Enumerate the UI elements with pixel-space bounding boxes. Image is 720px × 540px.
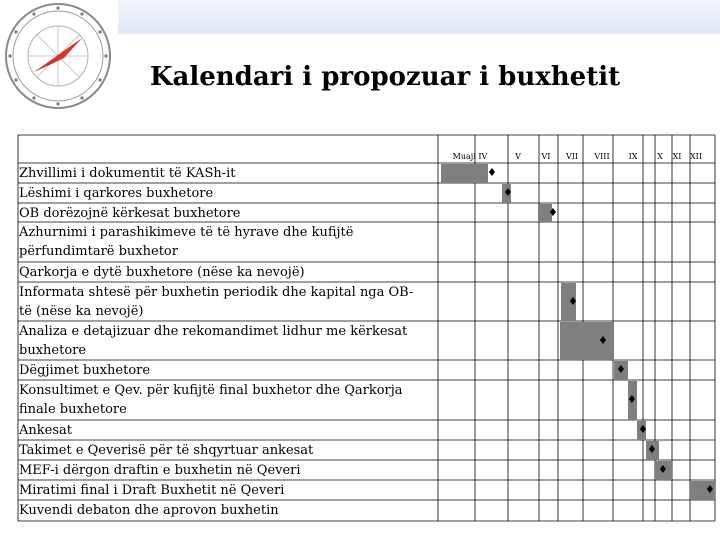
task-label: buxhetore	[19, 343, 87, 358]
task-label: Kuvendi debaton dhe aprovon buxhetin	[19, 503, 279, 518]
task-label: Informata shtesë për buxhetin periodik dhe kapital nga OB-	[19, 285, 414, 300]
task-label: Ankesat	[19, 423, 72, 438]
slide-title: Kalendari i propozuar i buxhetit	[149, 62, 621, 92]
month-header: Muaji IV	[452, 152, 488, 161]
milestone-diamond-icon: ♦	[503, 186, 513, 199]
task-label: të (nëse ka nevojë)	[19, 304, 144, 319]
month-header: VI	[541, 152, 551, 161]
month-header: XI	[672, 152, 682, 161]
month-header: X	[657, 152, 663, 161]
task-label: finale buxhetore	[19, 402, 127, 417]
milestone-diamond-icon: ♦	[487, 166, 497, 179]
task-label: Miratimi final i Draft Buxhetit në Qeveri	[19, 483, 285, 498]
task-label: Dëgjimet buxhetore	[19, 363, 151, 378]
task-label: Takimet e Qeverisë për të shqyrtuar ankesat	[19, 443, 314, 458]
month-header: XII	[689, 152, 702, 161]
task-label: Qarkorja e dytë buxhetore (nëse ka nevojë)	[19, 265, 305, 280]
milestone-diamond-icon: ♦	[658, 463, 668, 476]
month-header: VIII	[594, 152, 610, 161]
milestone-diamond-icon: ♦	[627, 393, 637, 406]
month-header: IX	[628, 152, 638, 161]
task-label: Analiza e detajizuar dhe rekomandimet lidhur me kërkesat	[19, 324, 408, 339]
milestone-diamond-icon: ♦	[616, 363, 626, 376]
task-label: MEF-i dërgon draftin e buxhetin në Qeveri	[19, 463, 301, 478]
task-duration-bar	[441, 164, 488, 183]
milestone-diamond-icon: ♦	[568, 294, 578, 308]
milestone-diamond-icon: ♦	[548, 205, 558, 219]
milestone-diamond-icon: ♦	[598, 333, 608, 347]
task-label: OB dorëzojnë kërkesat buxhetore	[19, 206, 241, 221]
month-header: VII	[565, 152, 579, 161]
milestone-diamond-icon: ♦	[638, 423, 648, 436]
milestone-diamond-icon: ♦	[705, 483, 715, 496]
task-label: Konsultimet e Qev. për kufijtë final buxhetor dhe Qarkorja	[19, 383, 403, 398]
task-label: përfundimtarë buxhetor	[19, 244, 178, 259]
task-label: Azhurnimi i parashikimeve të të hyrave dhe kufijtë	[19, 225, 354, 240]
milestone-diamond-icon: ♦	[647, 443, 657, 456]
task-label: Lëshimi i qarkores buxhetore	[19, 186, 214, 201]
task-label: Zhvillimi i dokumentit të KASh-it	[19, 166, 236, 181]
month-header: V	[515, 152, 521, 161]
